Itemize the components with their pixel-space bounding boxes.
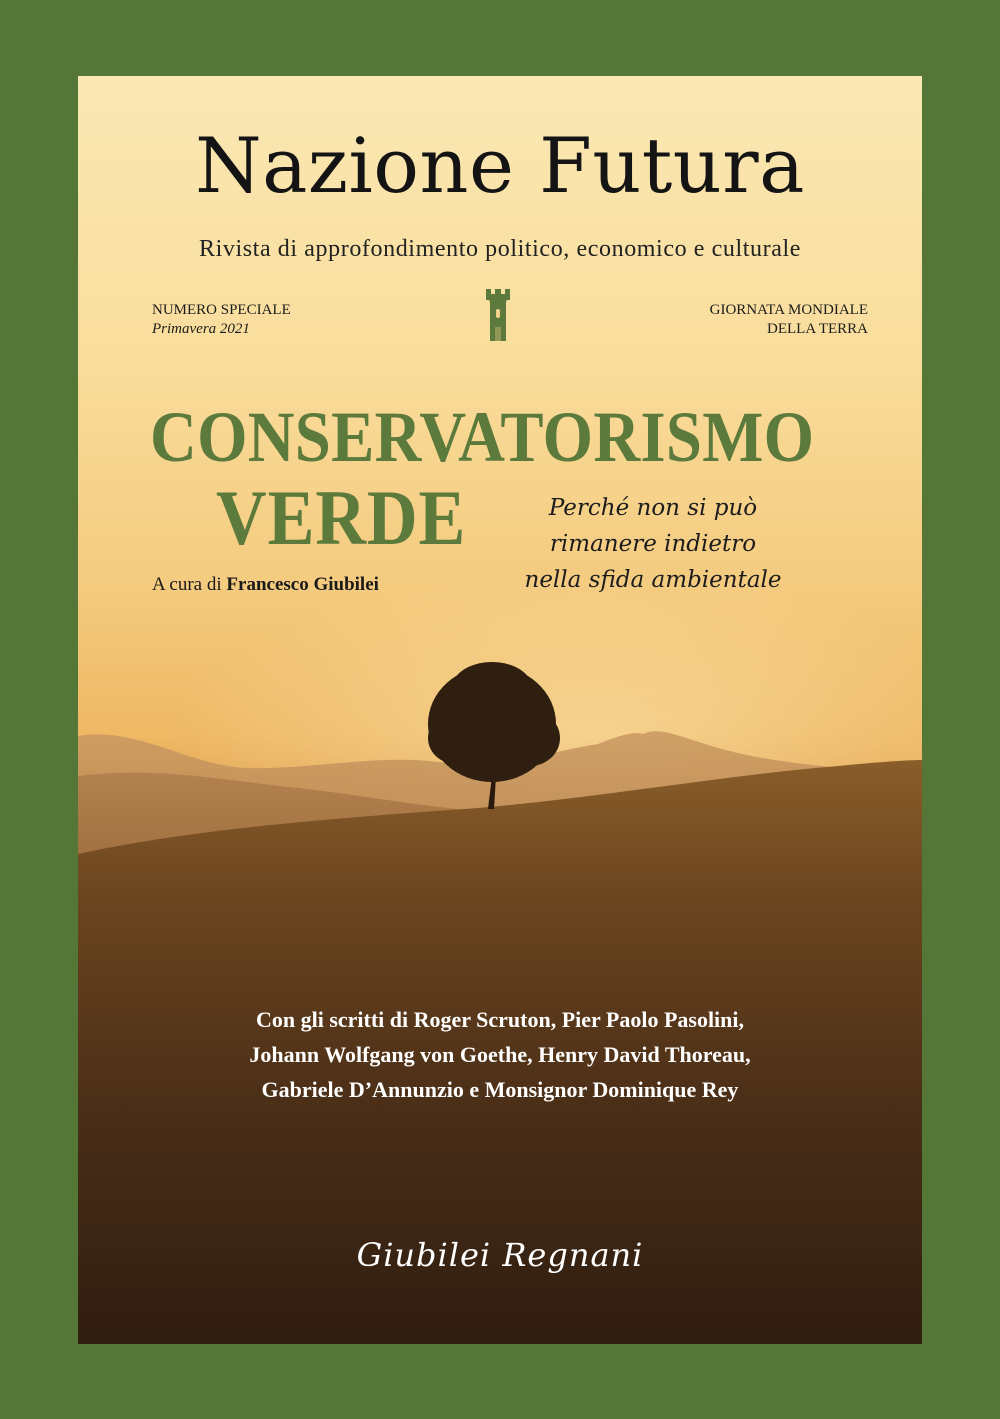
- landscape-illustration: [78, 76, 922, 1344]
- tagline-line3: nella sfida ambientale: [524, 567, 782, 593]
- contributors-line1: Con gli scritti di Roger Scruton, Pier Paolo Pasolini,: [255, 1007, 745, 1032]
- editor-name: Francesco Giubilei: [226, 574, 379, 595]
- publisher-name: Giubilei Regnani: [356, 1236, 644, 1274]
- contributors-line3: Gabriele D’Annunzio e Monsignor Dominique Rey: [261, 1077, 739, 1102]
- editor-prefix: A cura di: [152, 574, 222, 595]
- headline-line2: VERDE: [216, 474, 467, 561]
- magazine-cover: [78, 76, 922, 1344]
- tagline-line2: rimanere indietro: [549, 531, 757, 557]
- contributors-line2: Johann Wolfgang von Goethe, Henry David Thoreau,: [249, 1042, 751, 1067]
- occasion-line1: GIORNATA MONDIALE: [709, 302, 868, 318]
- magazine-subtitle: Rivista di approfondimento politico, economico e culturale: [199, 236, 801, 262]
- contributors: [78, 1002, 922, 1107]
- issue-info: [152, 301, 291, 339]
- headline-line1: CONSERVATORISMO: [150, 397, 815, 477]
- occasion-line2: DELLA TERRA: [767, 321, 868, 337]
- tagline: [473, 490, 833, 598]
- tagline-line1: Perché non si può: [548, 495, 758, 521]
- issue-season: Primavera 2021: [152, 321, 250, 337]
- editor-credit: [152, 574, 379, 596]
- tower-icon: [485, 289, 511, 341]
- issue-label: NUMERO SPECIALE: [152, 302, 291, 318]
- occasion-info: [710, 301, 868, 339]
- magazine-title: Nazione Futura: [195, 121, 805, 210]
